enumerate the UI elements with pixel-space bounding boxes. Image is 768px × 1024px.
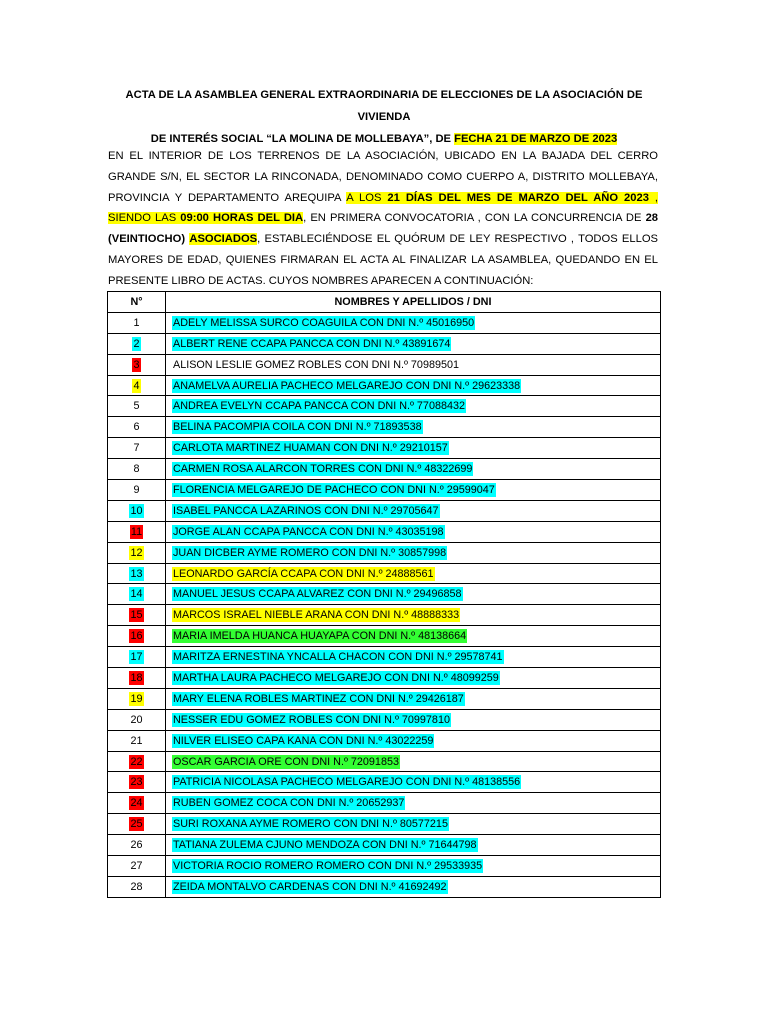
row-number-cell: [108, 709, 166, 730]
row-number-cell: [108, 438, 166, 459]
table-row: [108, 793, 661, 814]
row-number: 25: [130, 818, 143, 831]
members-table: [107, 291, 661, 898]
member-name: FLORENCIA MELGAREJO DE PACHECO CON DNI N.º 29599047: [173, 483, 495, 496]
row-number-cell: [108, 876, 166, 897]
title-line-1: ACTA DE LA ASAMBLEA GENERAL EXTRAORDINARIA DE ELECCIONES DE LA ASOCIACIÓN DE VIVIENDA: [125, 89, 643, 123]
row-name-cell: [166, 751, 661, 772]
row-number-cell: [108, 856, 166, 877]
title-line-2-text: DE INTERÉS SOCIAL “LA MOLINA DE MOLLEBAYA”, DE: [150, 133, 455, 145]
member-name: SURI ROXANA AYME ROMERO CON DNI N.º 80577215: [173, 818, 448, 831]
row-number-cell: [108, 668, 166, 689]
member-name: CARLOTA MARTINEZ HUAMAN CON DNI N.º 29210157: [173, 442, 448, 455]
table-row: [108, 668, 661, 689]
row-name-cell: [166, 333, 661, 354]
row-number: 10: [130, 504, 143, 517]
table-row: [108, 563, 661, 584]
row-number: 8: [133, 463, 140, 476]
header-name: NOMBRES Y APELLIDOS / DNI: [166, 292, 661, 313]
row-number: 21: [130, 734, 143, 747]
table-row: [108, 647, 661, 668]
title-date-highlight: FECHA 21 DE MARZO DE 2023: [454, 133, 618, 145]
row-name-cell: [166, 584, 661, 605]
row-number: 22: [130, 755, 143, 768]
row-name-cell: [166, 605, 661, 626]
row-number-cell: [108, 354, 166, 375]
table-row: [108, 856, 661, 877]
row-number: 12: [130, 546, 143, 559]
member-name: MARTHA LAURA PACHECO MELGAREJO CON DNI N.º 48099259: [173, 671, 499, 684]
row-number-cell: [108, 793, 166, 814]
intro-date-prefix: A LOS: [346, 191, 388, 204]
row-number: 9: [133, 483, 140, 496]
row-number: 20: [130, 713, 143, 726]
row-number-cell: [108, 500, 166, 521]
row-number-cell: [108, 459, 166, 480]
table-row: [108, 312, 661, 333]
row-name-cell: [166, 542, 661, 563]
table-row: [108, 709, 661, 730]
row-number-cell: [108, 835, 166, 856]
member-name: MARIA IMELDA HUANCA HUAYAPA CON DNI N.º 48138664: [173, 630, 467, 643]
document-title: [108, 84, 660, 150]
member-name: JUAN DICBER AYME ROMERO CON DNI N.º 30857998: [173, 546, 447, 559]
row-name-cell: [166, 521, 661, 542]
table-row: [108, 480, 661, 501]
header-number: N°: [108, 292, 166, 313]
intro-attendance-count: 28 (VEINTIOCHO): [108, 212, 659, 246]
row-name-cell: [166, 668, 661, 689]
row-number: 14: [130, 588, 143, 601]
row-name-cell: [166, 876, 661, 897]
row-number-cell: [108, 417, 166, 438]
row-number: 19: [130, 692, 143, 705]
member-name: MARITZA ERNESTINA YNCALLA CHACON CON DNI N.º 29578741: [173, 651, 503, 664]
intro-time-bold: 09:00 HORAS DEL DIA: [180, 212, 304, 225]
row-number: 4: [133, 379, 140, 392]
member-name: ISABEL PANCCA LAZARINOS CON DNI N.º 29705647: [173, 504, 439, 517]
row-name-cell: [166, 814, 661, 835]
member-name: MARY ELENA ROBLES MARTINEZ CON DNI N.º 29426187: [173, 692, 464, 705]
row-number: 3: [133, 358, 140, 371]
intro-text-3: , ESTABLECIÉNDOSE EL QUÓRUM DE LEY RESPECTIVO , TODOS ELLOS MAYORES DE EDAD, QUIENES FIRMARAN EL ACTA AL FINALIZAR LA ASAMBLEA, QUEDANDO EN EL PRESENTE LIBRO DE ACTAS. CUYOS NOMBRES APARECEN A CONTINUACIÓN:: [108, 233, 659, 287]
intro-paragraph: [108, 146, 658, 292]
member-name: ZEIDA MONTALVO CARDENAS CON DNI N.º 41692492: [173, 880, 447, 893]
row-number: 11: [130, 525, 143, 538]
member-name: CARMEN ROSA ALARCON TORRES CON DNI N.º 48322699: [173, 463, 473, 476]
row-name-cell: [166, 688, 661, 709]
row-name-cell: [166, 856, 661, 877]
member-name: ANAMELVA AURELIA PACHECO MELGAREJO CON DNI N.º 29623338: [173, 379, 521, 392]
row-number-cell: [108, 396, 166, 417]
table-row: [108, 605, 661, 626]
intro-text-2: , EN PRIMERA CONVOCATORIA , CON LA CONCURRENCIA DE: [303, 212, 646, 225]
row-name-cell: [166, 312, 661, 333]
row-name-cell: [166, 626, 661, 647]
row-number: 1: [133, 316, 140, 329]
table-row: [108, 835, 661, 856]
row-number: 23: [130, 776, 143, 789]
row-name-cell: [166, 563, 661, 584]
table-row: [108, 375, 661, 396]
member-name: ALBERT RENE CCAPA PANCCA CON DNI N.º 43891674: [173, 337, 451, 350]
table-header-row: [108, 292, 661, 313]
table-row: [108, 542, 661, 563]
row-name-cell: [166, 459, 661, 480]
row-name-cell: [166, 354, 661, 375]
row-number: 13: [130, 567, 143, 580]
member-name: MARCOS ISRAEL NIEBLE ARANA CON DNI N.º 48888333: [173, 609, 460, 622]
row-number: 27: [130, 859, 143, 872]
row-name-cell: [166, 772, 661, 793]
table-row: [108, 521, 661, 542]
member-name: NESSER EDU GOMEZ ROBLES CON DNI N.º 70997810: [173, 713, 450, 726]
table-row: [108, 396, 661, 417]
table-row: [108, 417, 661, 438]
row-number-cell: [108, 542, 166, 563]
row-name-cell: [166, 375, 661, 396]
table-row: [108, 814, 661, 835]
row-number: 18: [130, 671, 143, 684]
row-number: 26: [130, 839, 143, 852]
row-number: 28: [130, 880, 143, 893]
row-name-cell: [166, 417, 661, 438]
row-number-cell: [108, 584, 166, 605]
row-number: 6: [133, 421, 140, 434]
row-number-cell: [108, 480, 166, 501]
table-row: [108, 730, 661, 751]
table-row: [108, 584, 661, 605]
row-name-cell: [166, 396, 661, 417]
table-row: [108, 751, 661, 772]
row-name-cell: [166, 730, 661, 751]
row-number: 5: [133, 400, 140, 413]
row-name-cell: [166, 793, 661, 814]
intro-date-suffix: , SIENDO LAS: [108, 191, 659, 225]
table-row: [108, 876, 661, 897]
member-name: RUBEN GOMEZ COCA CON DNI N.º 20652937: [173, 797, 405, 810]
table-row: [108, 626, 661, 647]
row-name-cell: [166, 647, 661, 668]
row-number-cell: [108, 730, 166, 751]
row-number-cell: [108, 772, 166, 793]
member-name: PATRICIA NICOLASA PACHECO MELGAREJO CON DNI N.º 48138556: [173, 776, 521, 789]
intro-associates-highlight: ASOCIADOS: [189, 233, 258, 246]
intro-text-1: EN EL INTERIOR DE LOS TERRENOS DE LA ASOCIACIÓN, UBICADO EN LA BAJADA DEL CERRO GRANDE S/N, EL SECTOR LA RINCONADA, DENOMINADO COMO CUERPO A, DISTRITO MOLLEBAYA, PROVINCIA Y DEPARTAMENTO AREQUIPA: [108, 150, 658, 204]
member-name: LEONARDO GARCÍA CCAPA CON DNI N.º 24888561: [173, 567, 434, 580]
member-name: ADELY MELISSA SURCO COAGUILA CON DNI N.º 45016950: [173, 316, 475, 329]
row-number-cell: [108, 563, 166, 584]
table-row: [108, 438, 661, 459]
row-number-cell: [108, 605, 166, 626]
row-number-cell: [108, 814, 166, 835]
row-number: 7: [133, 442, 140, 455]
member-name: ALISON LESLIE GOMEZ ROBLES CON DNI N.º 70989501: [173, 358, 459, 371]
row-number: 15: [130, 609, 143, 622]
row-number: 2: [133, 337, 140, 350]
intro-date-bold: 21 DÍAS DEL MES DE MARZO DEL AÑO 2023: [387, 191, 649, 204]
member-name: MANUEL JESUS CCAPA ALVAREZ CON DNI N.º 29496858: [173, 588, 462, 601]
row-number-cell: [108, 647, 166, 668]
row-name-cell: [166, 500, 661, 521]
table-row: [108, 459, 661, 480]
row-number-cell: [108, 688, 166, 709]
member-name: OSCAR GARCIA ORE CON DNI N.º 72091853: [173, 755, 399, 768]
row-number-cell: [108, 751, 166, 772]
row-number-cell: [108, 312, 166, 333]
row-number-cell: [108, 626, 166, 647]
member-name: TATIANA ZULEMA CJUNO MENDOZA CON DNI N.º 71644798: [173, 839, 477, 852]
row-name-cell: [166, 480, 661, 501]
row-number: 17: [130, 651, 143, 664]
member-name: ANDREA EVELYN CCAPA PANCCA CON DNI N.º 77088432: [173, 400, 465, 413]
table-row: [108, 772, 661, 793]
member-name: NILVER ELISEO CAPA KANA CON DNI N.º 43022259: [173, 734, 434, 747]
member-name: BELINA PACOMPIA COILA CON DNI N.º 71893538: [173, 421, 422, 434]
table-row: [108, 354, 661, 375]
row-number: 24: [130, 797, 143, 810]
row-number-cell: [108, 375, 166, 396]
row-number-cell: [108, 333, 166, 354]
table-row: [108, 688, 661, 709]
table-row: [108, 333, 661, 354]
table-body: [108, 312, 661, 897]
row-number-cell: [108, 521, 166, 542]
member-name: JORGE ALAN CCAPA PANCCA CON DNI N.º 43035198: [173, 525, 444, 538]
row-name-cell: [166, 709, 661, 730]
row-name-cell: [166, 438, 661, 459]
table-row: [108, 500, 661, 521]
member-name: VICTORIA ROCIO ROMERO ROMERO CON DNI N.º 29533935: [173, 859, 483, 872]
row-number: 16: [130, 630, 143, 643]
row-name-cell: [166, 835, 661, 856]
